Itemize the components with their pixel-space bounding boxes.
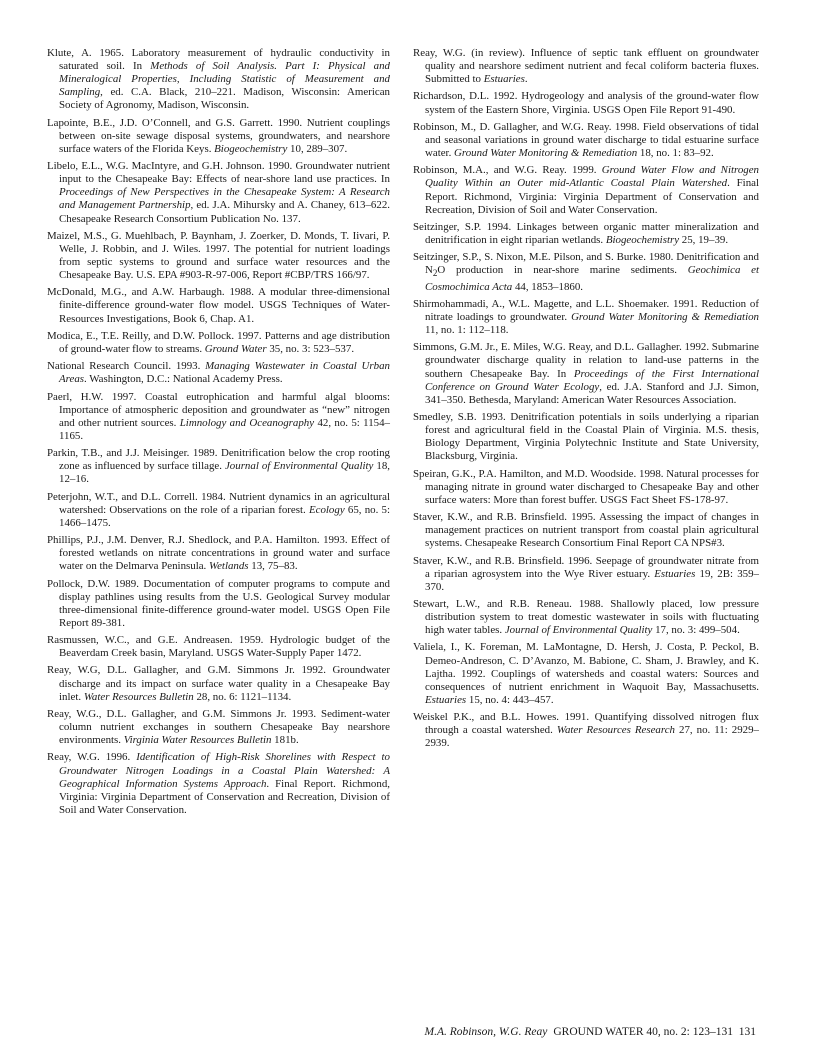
reference-text: 42, no. 5: 1154–1165. [59,416,390,442]
reference-text: . [524,73,528,86]
reference-text: , ed. J.A. Mihursky and A. Chaney, 613–622. Chesapeake Research Consortium Publication No. 137. [59,199,390,225]
reference-title: Estuaries [483,73,525,86]
reference-text: 11, no. 1: 112–118. [425,324,509,337]
reference-text: 17, no. 3: 499–504. [652,624,740,637]
reference-entry [413,555,759,594]
reference-title: Ground Water Monitoring & Remediation [454,147,638,160]
reference-entry [413,341,759,406]
reference-text: Libelo, E.L., W.G. MacIntyre, and G.H. Johnson. 1990. Groundwater nutrient input to the Chesapeake Bay: Effects of near-shore land use practices. In [47,160,390,186]
reference-title: Biogeochemistry [214,142,288,155]
reference-text: Reay, W.G. (in review). Influence of septic tank effluent on groundwater quality and nearshore sediment nutrient and fecal coliform bacteria fluxes. Submitted to [413,47,759,86]
reference-text: Seitzinger, S.P. 1994. Linkages between organic matter mineralization and denitrification in eight riparian wetlands. [413,220,759,246]
reference-title: Proceedings of New Perspectives in the Chesapeake System: A Research and Management Partnership [59,186,390,212]
reference-entry [47,491,390,530]
reference-text: McDonald, M.G., and A.W. Harbaugh. 1988. A modular three-dimensional finite-difference ground-water flow model. USGS Techniques of Water-Resources Investigations, Book 6, Chap. A1. [47,286,390,325]
page-footer [424,1026,756,1038]
reference-title: Methods of Soil Analysis. Part I: Physical and Mineralogical Properties, Including Statistic of Measurement and Sampling [59,60,390,99]
reference-title: Wetlands [209,560,249,573]
reference-entry [413,164,759,216]
reference-entry [413,298,759,337]
reference-text: Reay, W.G. 1996. [47,751,137,764]
reference-entry [47,47,390,112]
reference-text: National Research Council. 1993. [47,360,206,373]
reference-entry [47,447,390,486]
reference-entry [413,251,759,293]
reference-title: Ground Water Monitoring & Remediation [571,310,759,323]
reference-text: Peterjohn, W.T., and D.L. Correll. 1984. Nutrient dynamics in an agricultural watershed: Observations on the role of a riparian forest. [47,490,390,516]
reference-text: Reay, W.G, D.L. Gallagher, and G.M. Simmons Jr. 1992. Groundwater discharge and its impact on surface water quality in a Chesapeake Bay inlet. [47,664,390,703]
reference-text: , ed. J.A. Stanford and J.J. Simon, 341–350. Bethesda, Maryland: American Water Resources Association. [425,380,759,406]
reference-title: Proceedings of the First International Conference on Ground Water Ecology [425,367,759,393]
reference-entry [413,411,759,463]
reference-title: Ecology [308,503,345,516]
reference-text: Parkin, T.B., and J.J. Meisinger. 1989. Denitrification below the crop rooting zone as influenced by surface tillage. [47,447,390,473]
reference-entry [47,286,390,325]
reference-text: 19, 2B: 359–370. [425,567,759,593]
reference-entry [413,468,759,507]
reference-text: Smedley, S.B. 1993. Denitrification potentials in soils underlying a riparian forest and agricultural field in the Coastal Plain of Virginia. M.S. thesis, Biology Department, Virginia Polytechnic Institute and State University, Blacksburg, Virginia. [413,411,759,463]
reference-entry [413,641,759,706]
reference-entry [47,534,390,573]
reference-title: Identification of High-Risk Shorelines with Respect to Groundwater Nitrogen Loadings in a Coastal Plain Watershed: A Geographical Information Systems Approach [59,751,390,790]
reference-text: Shirmohammadi, A., W.L. Magette, and L.L. Shoemaker. 1991. Reduction of nitrate loadings to groundwater. [413,297,759,323]
reference-text: Staver, K.W., and R.B. Brinsfield. 1996. Seepage of groundwater nitrate from a riparian agrosystem into the Wye River estuary. [413,554,759,580]
reference-entry [413,121,759,160]
reference-text: , ed. C.A. Black, 210–221. Madison, Wisconsin: American Society of Agronomy, Madison, Wisconsin. [59,86,390,112]
reference-text: 44, 1853–1860. [512,280,584,293]
reference-text: . Final Report. Richmond, Virginia: Virginia Department of Conservation and Recreation, Division of Soil and Water Conservation. [425,177,759,216]
reference-title: Geochimica et Cosmochimica Acta [425,264,760,293]
reference-text: . Final Report. Richmond, Virginia: Virginia Department of Conservation and Recreation, Division of Soil and Water Conservation. [59,777,390,816]
reference-entry [47,664,390,703]
reference-text: 2 [432,268,438,279]
reference-text: Seitzinger, S.P., S. Nixon, M.E. Pilson, and S. Burke. 1980. Denitrification and N [413,251,759,277]
reference-text: Weiskel P.K., and B.L. Howes. 1991. Quantifying dissolved nitrogen flux through a coastal watershed. [413,711,759,737]
reference-text: Pollock, D.W. 1989. Documentation of computer programs to compute and display pathlines using results from the U.S. Geological Survey modular three-dimensional finite-difference ground-water model. USGS Open File Report 89-381. [47,577,390,629]
reference-entry [47,751,390,816]
reference-entry [47,578,390,630]
reference-title: Journal of Environmental Quality [224,460,374,473]
reference-text: 10, 289–307. [287,142,348,155]
reference-text: Stewart, L.W., and R.B. Reneau. 1988. Shallowly placed, low pressure distribution system to treat domestic wastewater in soils with fluctuating high water tables. [413,597,759,637]
reference-title: Virginia Water Resources Bulletin [123,734,272,747]
reference-entry [47,391,390,443]
reference-text: 35, no. 3: 523–537. [266,342,355,355]
reference-title: Water Resources Research [556,724,675,737]
reference-entry [413,90,759,116]
reference-entry [47,708,390,747]
reference-text: Valiela, I., K. Foreman, M. LaMontagne, D. Hersh, J. Costa, P. Peckol, B. Demeo-Andreson, C. D’Avanzo, M. Babione, C. Sham, J. Brawley, and K. Lajtha. 1992. Couplings of watersheds and coastal waters: Sources and consequences of nutrient enrichment in Waquoit Bay, Massachusetts. [413,641,759,693]
reference-text: 65, no. 5: 1466–1475. [59,503,390,529]
footer-authors: M.A. Robinson, W.G. Reay [424,1026,548,1038]
reference-text: . Washington, D.C.: National Academy Press. [84,373,283,386]
reference-text: 181b. [271,734,299,747]
reference-text: Maizel, M.S., G. Muehlbach, P. Baynham, J. Zoerker, D. Monds, T. Iivari, P. Welle, J. Robbin, and J. Wiles. 1997. The potential for nutrient loadings from septic systems to ground and surface water resources and the Chesapeake Bay. U.S. EPA #903-R-97-006, Report #CBP/TRS 166/97. [47,229,390,282]
footer-citation: GROUND WATER 40, no. 2: 123–131 [553,1026,733,1038]
reference-text: 27, no. 11: 2929–2939. [425,724,759,750]
reference-entry [47,117,390,156]
reference-entry [413,47,759,86]
reference-text: Simmons, G.M. Jr., E. Miles, W.G. Reay, and D.L. Gallagher. 1992. Submarine groundwater discharge quality in relation to land-use patterns in the southern Chesapeake Bay. In [413,341,759,380]
reference-text: 25, 19–39. [679,233,729,246]
reference-entry [413,221,759,247]
reference-text: Richardson, D.L. 1992. Hydrogeology and analysis of the ground-water flow system of the Eastern Shore, Virginia. USGS Open File Report 91-490. [413,90,759,116]
reference-entry [47,634,390,660]
reference-entry [47,230,390,282]
references-left-column [47,47,390,821]
reference-entry [47,160,390,225]
references-right-column [413,47,759,755]
reference-text: Phillips, P.J., J.M. Denver, R.J. Shedlock, and P.A. Hamilton. 1993. Effect of forested wetlands on nitrate concentrations in ground water and surface water on the Delmarva Peninsula. [47,534,390,573]
reference-text: Robinson, M., D. Gallagher, and W.G. Reay. 1998. Field observations of tidal and seasonal variations in ground water discharge to tidal estuarine surface water. [413,120,759,160]
reference-title: Ground Water Flow and Nitrogen Quality Within an Outer mid-Atlantic Coastal Plain Watershed [425,164,759,190]
reference-text: 15, no. 4: 443–457. [466,693,554,706]
reference-text: Rasmussen, W.C., and G.E. Andreasen. 1959. Hydrologic budget of the Beaverdam Creek basin, Maryland. USGS Water-Supply Paper 1472. [47,634,390,660]
reference-entry [47,360,390,386]
reference-title: Biogeochemistry [605,233,680,246]
reference-text: Staver, K.W., and R.B. Brinsfield. 1995. Assessing the impact of changes in management practices on nutrient transport from coastal plain agricultural systems. Chesapeake Research Consortium Final Report CA NPS#3. [413,511,759,550]
reference-entry [413,511,759,550]
reference-text: O production in near-shore marine sediments. [437,264,688,277]
reference-text: Modica, E., T.E. Reilly, and D.W. Pollock. 1997. Patterns and age distribution of ground-water flow to streams. [47,329,390,355]
page-number: 131 [738,1026,756,1038]
reference-title: Journal of Environmental Quality [504,624,653,637]
reference-text: 18, 12–16. [59,460,390,486]
reference-text: 28, no. 6: 1121–1134. [193,690,292,703]
reference-text: Klute, A. 1965. Laboratory measurement of hydraulic conductivity in saturated soil. In [47,47,390,73]
reference-title: Water Resources Bulletin [83,690,194,703]
reference-title: Limnology and Oceanography [179,416,315,429]
reference-title: Estuaries [425,693,467,706]
reference-text: 13, 75–83. [248,560,298,573]
reference-title: Estuaries [654,567,696,580]
reference-entry [47,330,390,356]
reference-text: Paerl, H.W. 1997. Coastal eutrophication and harmful algal blooms: Importance of atmospheric deposition and groundwater as “new” nitrogen and other nutrient sources. [47,390,390,429]
reference-entry [413,711,759,750]
reference-text: 18, no. 1: 83–92. [637,147,714,160]
reference-entry [413,598,759,637]
reference-text: Reay, W.G., D.L. Gallagher, and G.M. Simmons Jr. 1993. Sediment-water column nutrient exchanges in southern Chesapeake Bay nearshore environments. [47,707,390,747]
reference-text: Lapointe, B.E., J.D. O’Connell, and G.S. Garrett. 1990. Nutrient couplings between on-site sewage disposal systems, groundwaters, and nearshore surface waters of the Florida Keys. [47,116,390,155]
reference-title: Managing Wastewater in Coastal Urban Areas [59,360,390,386]
reference-text: Robinson, M.A., and W.G. Reay. 1999. [413,164,602,177]
reference-title: Ground Water [204,342,267,355]
reference-text: Speiran, G.K., P.A. Hamilton, and M.D. Woodside. 1998. Natural processes for managing nitrate in ground water discharged to Chesapeake Bay and other surface waters: More than forest buffer. USGS Fact Sheet FS-178-97. [413,467,759,506]
